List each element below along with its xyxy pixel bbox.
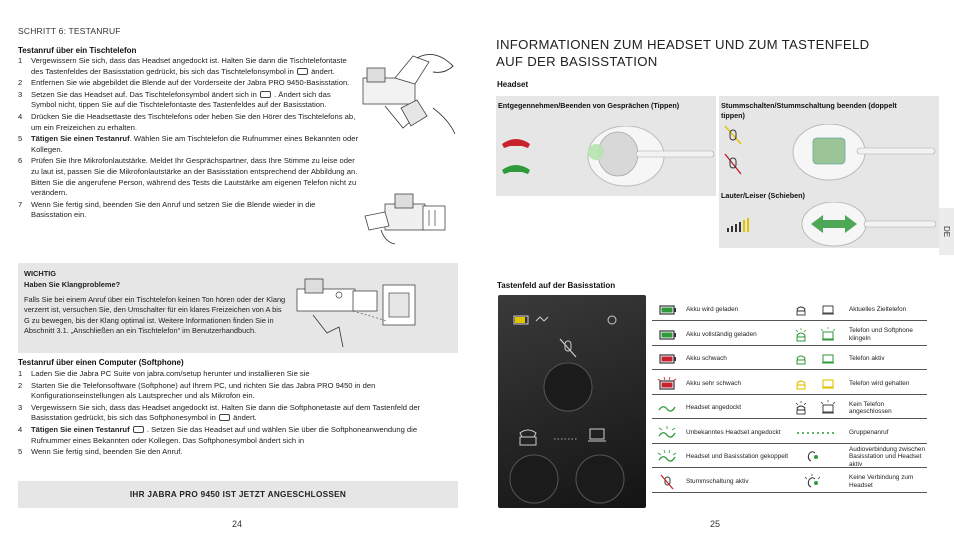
battery-low-icon <box>652 351 682 367</box>
keypad-drawing <box>498 295 646 508</box>
warning-text: Falls Sie bei einem Anruf über ein Tischtelefon keinen Ton hören oder der Klang verzerrt ist, versuchen Sie, den Umschalter für ein klares Freizeichen von A bis G zu bewegen, bis der Klang optimal ist. Weitere Informationen finden Sie in Abschnitt 3.1. „Anschließen an ein Tischtelefon“ im Benutzerhandbuch. <box>24 295 286 336</box>
step-number: 5 <box>18 447 23 457</box>
legend-row <box>787 447 927 468</box>
step-text: Setzen Sie das Headset auf. Das Tischtelefonsymbol ändert sich in . Ändert sich das Symbol nicht, tippen Sie auf die Tischtelefontaste des Tastenfeldes auf der Basisstation. <box>31 89 331 110</box>
legend-label: Akku vollständig geladen <box>686 330 757 338</box>
keypad-heading: Tastenfeld auf der Basisstation <box>497 281 616 290</box>
legend-label: Headset und Basisstation gekoppelt <box>686 453 788 461</box>
end-call-icon <box>502 139 530 148</box>
desk-call-heading: Testanruf über ein Tischtelefon <box>18 46 137 55</box>
step-number: 2 <box>18 380 23 390</box>
desk-step <box>18 78 358 89</box>
legend-row <box>787 300 927 321</box>
volume-bars-icon <box>727 218 749 232</box>
legend-label: Telefon aktiv <box>849 355 885 363</box>
legend-row <box>787 374 927 395</box>
legend-label: Headset angedockt <box>686 404 742 412</box>
mute-panel <box>719 96 939 186</box>
step-text: Wenn Sie fertig sind, beenden Sie den Anruf und setzen Sie die Blende wieder in die Basisstation ein. <box>31 199 316 220</box>
battery-empty-icon <box>652 376 682 392</box>
headset-docked-icon <box>652 400 682 416</box>
desk-step <box>18 156 358 198</box>
volume-illustration <box>719 202 939 248</box>
step-number: 7 <box>18 199 23 209</box>
pc-step <box>18 425 438 446</box>
step-text: Vergewissern Sie sich, dass das Headset angedockt ist. Halten Sie dann die Softphonetaste auf dem Tastenfeld der Basisstation gedrückt, bis sich das Softphonesymbol in ändert. <box>31 402 421 423</box>
step-text: Wenn Sie fertig sind, beenden Sie den Anruf. <box>31 447 183 457</box>
headset-unknown-icon <box>652 425 682 441</box>
answer-call-icon <box>502 165 530 174</box>
answer-end-panel <box>496 96 716 196</box>
legend-row <box>652 423 808 444</box>
page-number-left: 24 <box>232 519 243 529</box>
legend-label: Telefon wird gehalten <box>849 379 910 387</box>
pc-step <box>18 381 438 402</box>
phones-ringing-icon <box>787 327 845 343</box>
page-number-right: 25 <box>710 519 721 529</box>
answer-end-caption: Entgegennehmen/Beenden von Gesprächen (Tippen) <box>498 101 680 110</box>
step-text: Starten Sie die Telefonsoftware (Softphone) auf Ihrem PC, und richten Sie das Jabra PRO 9450 in den Konfigurationseinstellungen als Lautsprecher und als Mikrofon ein. <box>31 380 376 401</box>
answer-end-illustration <box>496 126 716 196</box>
headset-paired-icon <box>652 449 682 465</box>
step-number: 4 <box>18 111 23 121</box>
volume-adjust-illustration <box>355 186 460 248</box>
mute-illustration <box>719 124 939 186</box>
keypad-illustration <box>498 295 646 508</box>
legend-label: Unbekanntes Headset angedockt <box>686 428 781 436</box>
legend-label: Akku sehr schwach <box>686 379 742 387</box>
legend-row <box>652 374 808 395</box>
legend-label: Telefon und Softphone klingeln <box>849 327 913 342</box>
pc-step <box>18 403 438 424</box>
mute-on-icon <box>725 126 741 144</box>
desk-step <box>18 90 358 111</box>
step-text: Drücken Sie die Headsettaste des Tischtelefons oder heben Sie den Hörer des Tischtelefons ab, um ein Freizeichen zu erhalten. <box>31 111 356 132</box>
softphone-icon <box>219 414 230 421</box>
page-title: INFORMATIONEN ZUM HEADSET UND ZUM TASTENFELD AUF DER BASISSTATION <box>496 37 870 69</box>
step-text: Entfernen Sie wie abgebildet die Blende auf der Vorderseite der Jabra PRO 9450-Basisstation. <box>31 78 350 88</box>
legend-row <box>652 300 808 321</box>
step-text: Laden Sie die Jabra PC Suite von jabra.com/setup herunter und installieren Sie sie <box>31 369 310 378</box>
desk-step <box>18 112 358 133</box>
step-label: SCHRITT 6: TESTANRUF <box>18 26 121 36</box>
mute-icon <box>652 474 682 490</box>
pc-call-heading: Testanruf über einen Computer (Softphone) <box>18 358 184 367</box>
connected-banner: IHR JABRA PRO 9450 IST JETZT ANGESCHLOSSEN <box>18 481 458 508</box>
step-number: 1 <box>18 369 23 378</box>
phone-active-icon <box>787 351 845 367</box>
pc-step <box>18 369 438 380</box>
legend-row <box>652 447 808 468</box>
legend-row <box>652 349 808 370</box>
warning-box <box>18 263 458 353</box>
target-phone-icon <box>787 302 845 318</box>
keypad-mute-icon <box>560 339 576 357</box>
phone-hold-icon <box>787 376 845 392</box>
legend-row <box>787 349 927 370</box>
warning-subtitle: Haben Sie Klangprobleme? <box>24 280 121 289</box>
headset-docking-illustration <box>355 48 460 136</box>
legend-label: Akku wird geladen <box>686 306 739 314</box>
step-text: Tätigen Sie einen Testanruf . Setzen Sie das Headset auf und wählen Sie über die Softphoneanwendung die Rufnummer eines Bekannten oder Kollegen. Das Softphonesymbol ändert sich in <box>31 424 418 445</box>
keypad-softphone-icon <box>588 429 606 441</box>
volume-caption: Lauter/Leiser (Schieben) <box>721 191 805 200</box>
no-link-icon <box>787 474 845 490</box>
keypad-deskphone-icon <box>520 430 536 445</box>
pc-steps-list <box>18 369 438 459</box>
legend-row <box>787 423 927 444</box>
legend-row <box>787 398 927 419</box>
step-number: 5 <box>18 134 23 144</box>
legend-label: Keine Verbindung zum Headset <box>849 474 914 489</box>
legend-label: Gruppenanruf <box>849 428 889 436</box>
legend-label: Stummschaltung aktiv <box>686 477 749 485</box>
legend-row <box>652 398 808 419</box>
warning-title: WICHTIG <box>24 269 57 278</box>
legend-label: Audioverbindung zwischen Basisstation und Headset aktiv <box>849 445 926 468</box>
legend-row <box>787 325 927 346</box>
no-phone-icon <box>787 400 845 416</box>
step-number: 4 <box>18 424 23 434</box>
step-number: 1 <box>18 56 23 65</box>
legend-label: Kein Telefon angeschlossen <box>849 400 892 415</box>
softphone-icon <box>133 426 144 433</box>
desk-steps-list <box>18 56 358 222</box>
step-number: 3 <box>18 402 23 412</box>
step-text: Vergewissern Sie sich, dass das Headset angedockt ist. Halten Sie dann die Tischtelefontaste des Tastenfeldes der Basisstation gedrückt, bis sich das Tischtelefonsymbol in ändert. <box>31 56 347 76</box>
desk-step <box>18 200 358 221</box>
deskphone-icon <box>260 91 271 98</box>
step-number: 2 <box>18 78 23 88</box>
audio-link-icon <box>787 449 845 465</box>
volume-panel <box>719 186 939 248</box>
legend-label: Akku schwach <box>686 355 727 363</box>
tone-switch-illustration <box>293 271 423 351</box>
headset-heading: Headset <box>497 80 529 89</box>
step-text: Tätigen Sie einen Testanruf. Wählen Sie am Tischtelefon die Rufnummer eines Bekannten oder Kollegen. <box>31 134 358 154</box>
legend-row <box>652 472 808 493</box>
battery-full-icon <box>652 302 682 318</box>
step-number: 6 <box>18 156 23 166</box>
desk-step <box>18 56 358 77</box>
language-tab: DE <box>939 208 954 255</box>
legend-row <box>652 325 808 346</box>
step-number: 3 <box>18 89 23 99</box>
step-text: Prüfen Sie Ihre Mikrofonlautstärke. Meldet Ihr Gesprächspartner, dass Ihre Stimme zu leise oder zu laut ist, passen Sie die Mikrofonlautstärke an der Basisstation entsprechend der Abbildung an. Bitten Sie die angerufene Person, während des Tests die Lautstärke am eigenen Telefon nicht zu verändern. <box>31 156 358 198</box>
mute-caption: Stummschalten/Stummschaltung beenden (doppelt tippen) <box>721 101 897 120</box>
mute-off-icon <box>725 154 741 174</box>
battery-full-icon <box>652 327 682 343</box>
desk-step <box>18 134 358 155</box>
legend-label: Aktuelles Zieltelefon <box>849 306 907 314</box>
pc-step <box>18 447 438 458</box>
group-call-icon <box>787 425 845 441</box>
deskphone-icon <box>297 68 308 75</box>
legend-row <box>787 472 927 493</box>
